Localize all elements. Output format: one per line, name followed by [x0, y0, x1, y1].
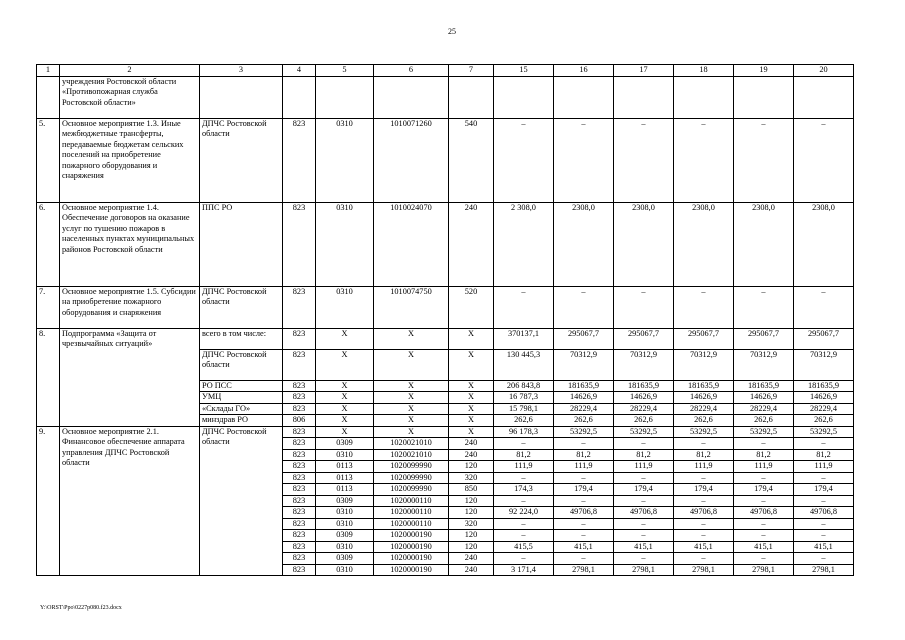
- table-cell: 14626,9: [614, 392, 674, 404]
- table-cell: –: [614, 438, 674, 450]
- table-cell: 415,1: [554, 541, 614, 553]
- table-cell: 96 178,3: [494, 426, 554, 438]
- table-cell: 370137,1: [494, 328, 554, 349]
- table-cell: 823: [283, 530, 316, 542]
- table-cell: 120: [449, 461, 494, 473]
- footer-file-path: Y:\ORST\Ppo\0227p080.f23.docx: [40, 605, 122, 611]
- table-row: [37, 118, 854, 202]
- table-cell: 823: [283, 392, 316, 404]
- table-cell: 49706,8: [734, 507, 794, 519]
- table-cell: 823: [283, 286, 316, 328]
- col-header: 1: [37, 65, 60, 77]
- table-cell: 295067,7: [794, 328, 854, 349]
- table-cell: 823: [283, 438, 316, 450]
- col-header: 5: [316, 65, 374, 77]
- table-cell: 70312,9: [674, 349, 734, 380]
- table-cell: Х: [374, 392, 449, 404]
- table-cell: ДПЧС Ростовской области: [200, 286, 283, 328]
- table-cell: УМЦ: [200, 392, 283, 404]
- table-cell: 81,2: [734, 449, 794, 461]
- table-cell: –: [554, 553, 614, 565]
- table-cell: Х: [374, 380, 449, 392]
- table-cell: 823: [283, 380, 316, 392]
- table-cell: Основное мероприятие 1.3. Иные межбюджетные трансферты, передаваемые бюджетам сельских поселений на приобретение пожарного оборудования и снаряжения: [60, 118, 200, 202]
- table-cell: 1020000190: [374, 553, 449, 565]
- table-cell: 28229,4: [614, 403, 674, 415]
- table-cell: 14626,9: [734, 392, 794, 404]
- table-cell: 7.: [37, 286, 60, 328]
- table-cell: Х: [374, 415, 449, 427]
- table-row: [37, 328, 854, 349]
- table-cell: Х: [316, 328, 374, 349]
- table-cell: 295067,7: [734, 328, 794, 349]
- table-cell: 14626,9: [674, 392, 734, 404]
- table-cell: 823: [283, 449, 316, 461]
- table-cell: 0113: [316, 472, 374, 484]
- table-cell: –: [494, 530, 554, 542]
- table-cell: 520: [449, 286, 494, 328]
- table-row: [37, 76, 854, 118]
- table-cell: 850: [449, 484, 494, 496]
- table-cell: 53292,5: [554, 426, 614, 438]
- table-cell: 8.: [37, 328, 60, 426]
- table-cell: 111,9: [674, 461, 734, 473]
- table-cell: Х: [374, 349, 449, 380]
- table-row: [37, 286, 854, 328]
- table-cell: 70312,9: [614, 349, 674, 380]
- table-cell: 262,6: [794, 415, 854, 427]
- table-cell: 0310: [316, 518, 374, 530]
- table-cell: 415,5: [494, 541, 554, 553]
- table-cell: Х: [449, 403, 494, 415]
- table-cell: –: [494, 495, 554, 507]
- table-cell: 295067,7: [614, 328, 674, 349]
- table-cell: 0309: [316, 495, 374, 507]
- table-cell: 181635,9: [554, 380, 614, 392]
- table-cell: 295067,7: [554, 328, 614, 349]
- table-cell: 1020000110: [374, 507, 449, 519]
- table-cell: 70312,9: [554, 349, 614, 380]
- col-header: 3: [200, 65, 283, 77]
- table-cell: 2798,1: [734, 564, 794, 576]
- table-cell: ДПЧС Ростовской области: [200, 118, 283, 202]
- table-cell: –: [794, 472, 854, 484]
- table-cell: 49706,8: [614, 507, 674, 519]
- table-cell: –: [734, 118, 794, 202]
- table-cell: 0309: [316, 438, 374, 450]
- table-cell: 9.: [37, 426, 60, 576]
- table-cell: 2 308,0: [494, 202, 554, 286]
- table-cell: 262,6: [734, 415, 794, 427]
- table-cell: 14626,9: [554, 392, 614, 404]
- table-cell: 0310: [316, 286, 374, 328]
- table-cell: –: [554, 495, 614, 507]
- table-cell: 1020021010: [374, 449, 449, 461]
- table-cell: –: [794, 438, 854, 450]
- table-cell: 181635,9: [734, 380, 794, 392]
- table-cell: 1020021010: [374, 438, 449, 450]
- table-cell: –: [734, 518, 794, 530]
- table-cell: 0310: [316, 541, 374, 553]
- table-cell: 1020000190: [374, 530, 449, 542]
- table-cell: 28229,4: [554, 403, 614, 415]
- table-cell: Х: [316, 403, 374, 415]
- table-cell: 0113: [316, 484, 374, 496]
- table-cell: 240: [449, 438, 494, 450]
- table-cell: –: [494, 118, 554, 202]
- table-cell: 1020099990: [374, 484, 449, 496]
- table-cell: 2308,0: [614, 202, 674, 286]
- table-cell: 179,4: [674, 484, 734, 496]
- table-cell: 823: [283, 472, 316, 484]
- table-cell: 1010071260: [374, 118, 449, 202]
- table-cell: 81,2: [494, 449, 554, 461]
- table-cell: 53292,5: [614, 426, 674, 438]
- table-cell: –: [614, 530, 674, 542]
- table-cell: РО ПСС: [200, 380, 283, 392]
- table-cell: –: [794, 286, 854, 328]
- table-cell: 179,4: [734, 484, 794, 496]
- table-cell: –: [734, 495, 794, 507]
- table-cell: 1020099990: [374, 472, 449, 484]
- table-cell: –: [734, 530, 794, 542]
- table-cell: 111,9: [734, 461, 794, 473]
- table-cell: –: [674, 495, 734, 507]
- table-cell: 823: [283, 507, 316, 519]
- table-cell: 120: [449, 541, 494, 553]
- table-cell: Подпрограмма «Защита от чрезвычайных ситуаций»: [60, 328, 200, 426]
- table-cell: 262,6: [614, 415, 674, 427]
- table-cell: 111,9: [494, 461, 554, 473]
- table-cell: Х: [316, 380, 374, 392]
- table-cell: 0113: [316, 461, 374, 473]
- table-cell: 120: [449, 530, 494, 542]
- table-cell: Х: [449, 380, 494, 392]
- table-cell: 823: [283, 403, 316, 415]
- table-cell: –: [734, 472, 794, 484]
- table-cell: 823: [283, 349, 316, 380]
- table-cell: 28229,4: [674, 403, 734, 415]
- col-header: 20: [794, 65, 854, 77]
- table-cell: 49706,8: [674, 507, 734, 519]
- table-cell: 823: [283, 118, 316, 202]
- table-cell: Х: [316, 415, 374, 427]
- table-cell: 415,1: [674, 541, 734, 553]
- table-cell: Х: [449, 415, 494, 427]
- table-cell: 49706,8: [554, 507, 614, 519]
- table-cell: 823: [283, 518, 316, 530]
- table-cell: 111,9: [554, 461, 614, 473]
- table-cell: 0310: [316, 507, 374, 519]
- table-cell: –: [554, 530, 614, 542]
- budget-table: [36, 64, 854, 576]
- table-cell: –: [494, 472, 554, 484]
- table-cell: 320: [449, 518, 494, 530]
- table-cell: 0309: [316, 553, 374, 565]
- page-number: 25: [448, 27, 456, 36]
- table-cell: ППС РО: [200, 202, 283, 286]
- table-cell: «Склады ГО»: [200, 403, 283, 415]
- col-header: 16: [554, 65, 614, 77]
- table-row: [37, 202, 854, 286]
- table-cell: –: [674, 472, 734, 484]
- table-cell: –: [794, 530, 854, 542]
- table-cell: –: [674, 530, 734, 542]
- table-cell: 53292,5: [794, 426, 854, 438]
- table-cell: 16 787,3: [494, 392, 554, 404]
- table-cell: 174,3: [494, 484, 554, 496]
- table-cell: 823: [283, 541, 316, 553]
- table-cell: 0310: [316, 449, 374, 461]
- table-cell: 823: [283, 202, 316, 286]
- table-cell: 262,6: [554, 415, 614, 427]
- table-cell: –: [614, 518, 674, 530]
- table-cell: –: [734, 553, 794, 565]
- table-cell: 415,1: [734, 541, 794, 553]
- table-cell: –: [794, 118, 854, 202]
- table-cell: 320: [449, 472, 494, 484]
- table-cell: –: [614, 286, 674, 328]
- table-cell: 130 445,3: [494, 349, 554, 380]
- table-cell: 70312,9: [794, 349, 854, 380]
- table-cell: 5.: [37, 118, 60, 202]
- table-cell: Х: [316, 349, 374, 380]
- table-cell: –: [614, 118, 674, 202]
- table-cell: 179,4: [554, 484, 614, 496]
- table-cell: –: [494, 518, 554, 530]
- table-cell: –: [494, 553, 554, 565]
- table-cell: –: [794, 518, 854, 530]
- table-cell: Х: [449, 328, 494, 349]
- table-cell: –: [554, 472, 614, 484]
- table-cell: 81,2: [614, 449, 674, 461]
- table-cell: –: [674, 438, 734, 450]
- table-cell: –: [794, 495, 854, 507]
- table-cell: –: [614, 553, 674, 565]
- table-cell: минздрав РО: [200, 415, 283, 427]
- table-cell: 70312,9: [734, 349, 794, 380]
- table-cell: 823: [283, 461, 316, 473]
- table-cell: 262,6: [674, 415, 734, 427]
- row-name: учреждения Ростовской области «Противопожарная служба Ростовской области»: [60, 76, 200, 118]
- table-cell: –: [734, 438, 794, 450]
- table-cell: Х: [316, 426, 374, 438]
- table-cell: Х: [374, 328, 449, 349]
- table-cell: –: [614, 495, 674, 507]
- table-cell: 295067,7: [674, 328, 734, 349]
- table-cell: 3 171,4: [494, 564, 554, 576]
- table-cell: –: [494, 438, 554, 450]
- table-cell: 28229,4: [794, 403, 854, 415]
- table-cell: 823: [283, 328, 316, 349]
- table-cell: 53292,5: [734, 426, 794, 438]
- table-cell: 111,9: [794, 461, 854, 473]
- table-cell: 2308,0: [734, 202, 794, 286]
- table-cell: –: [554, 438, 614, 450]
- table-cell: всего в том числе:: [200, 328, 283, 349]
- table-cell: 53292,5: [674, 426, 734, 438]
- table-cell: 2798,1: [614, 564, 674, 576]
- table-cell: 0309: [316, 530, 374, 542]
- table-cell: Х: [374, 426, 449, 438]
- table-cell: 49706,8: [794, 507, 854, 519]
- table-cell: 1020000190: [374, 564, 449, 576]
- table-cell: 2308,0: [674, 202, 734, 286]
- table-cell: 0310: [316, 118, 374, 202]
- table-cell: 6.: [37, 202, 60, 286]
- table-cell: 15 798,1: [494, 403, 554, 415]
- table-cell: 2798,1: [674, 564, 734, 576]
- table-cell: 240: [449, 553, 494, 565]
- table-cell: 0310: [316, 564, 374, 576]
- table-cell: –: [494, 286, 554, 328]
- table-cell: 81,2: [674, 449, 734, 461]
- col-header: 19: [734, 65, 794, 77]
- col-header: 6: [374, 65, 449, 77]
- table-cell: 14626,9: [794, 392, 854, 404]
- table-cell: 1020000110: [374, 518, 449, 530]
- table-cell: 540: [449, 118, 494, 202]
- table-cell: Х: [316, 392, 374, 404]
- table-cell: 81,2: [554, 449, 614, 461]
- table-cell: Основное мероприятие 1.4. Обеспечение договоров на оказание услуг по тушению пожаров в населенных пунктах муниципальных районов Ростовской области: [60, 202, 200, 286]
- table-cell: 1010024070: [374, 202, 449, 286]
- table-cell: Х: [449, 392, 494, 404]
- table-cell: 206 843,8: [494, 380, 554, 392]
- table-cell: 92 224,0: [494, 507, 554, 519]
- col-header: 4: [283, 65, 316, 77]
- table-cell: ДПЧС Ростовской области: [200, 349, 283, 380]
- table-cell: –: [554, 518, 614, 530]
- table-cell: 179,4: [614, 484, 674, 496]
- table-cell: 240: [449, 564, 494, 576]
- table-cell: 120: [449, 495, 494, 507]
- table-cell: 1010074750: [374, 286, 449, 328]
- table-cell: –: [674, 553, 734, 565]
- table-cell: 2308,0: [794, 202, 854, 286]
- table-row: [37, 426, 854, 438]
- table-cell: –: [674, 118, 734, 202]
- table-cell: 28229,4: [734, 403, 794, 415]
- table-cell: 415,1: [614, 541, 674, 553]
- table-cell: 2798,1: [554, 564, 614, 576]
- table-cell: 2798,1: [794, 564, 854, 576]
- table-cell: –: [674, 518, 734, 530]
- table-cell: 181635,9: [614, 380, 674, 392]
- table-cell: –: [674, 286, 734, 328]
- col-header: 15: [494, 65, 554, 77]
- table-cell: Х: [374, 403, 449, 415]
- table-cell: –: [794, 553, 854, 565]
- table-cell: 181635,9: [794, 380, 854, 392]
- table-cell: 81,2: [794, 449, 854, 461]
- table-cell: –: [734, 286, 794, 328]
- header-row: [37, 65, 854, 77]
- table-cell: 120: [449, 507, 494, 519]
- table-cell: Х: [449, 426, 494, 438]
- table-cell: ДПЧС Ростовской области: [200, 426, 283, 576]
- table-cell: 1020000190: [374, 541, 449, 553]
- table-cell: 806: [283, 415, 316, 427]
- table-cell: 181635,9: [674, 380, 734, 392]
- col-header: 17: [614, 65, 674, 77]
- table-cell: 823: [283, 426, 316, 438]
- table-cell: Х: [449, 349, 494, 380]
- col-header: 7: [449, 65, 494, 77]
- table-cell: 0310: [316, 202, 374, 286]
- col-header: 2: [60, 65, 200, 77]
- table-cell: 111,9: [614, 461, 674, 473]
- table-cell: 1020099990: [374, 461, 449, 473]
- table-cell: 2308,0: [554, 202, 614, 286]
- table-cell: 823: [283, 564, 316, 576]
- table-cell: –: [554, 286, 614, 328]
- table-cell: –: [614, 472, 674, 484]
- table-cell: Основное мероприятие 2.1. Финансовое обеспечение аппарата управления ДПЧС Ростовской области: [60, 426, 200, 576]
- table-cell: 240: [449, 202, 494, 286]
- table-cell: 823: [283, 484, 316, 496]
- table-cell: 262,6: [494, 415, 554, 427]
- table-cell: –: [554, 118, 614, 202]
- table-cell: 823: [283, 495, 316, 507]
- table-cell: 179,4: [794, 484, 854, 496]
- table-cell: 1020000110: [374, 495, 449, 507]
- table-cell: Основное мероприятие 1.5. Субсидии на приобретение пожарного оборудования и снаряжения: [60, 286, 200, 328]
- table-cell: 415,1: [794, 541, 854, 553]
- table-cell: 823: [283, 553, 316, 565]
- col-header: 18: [674, 65, 734, 77]
- table-cell: 240: [449, 449, 494, 461]
